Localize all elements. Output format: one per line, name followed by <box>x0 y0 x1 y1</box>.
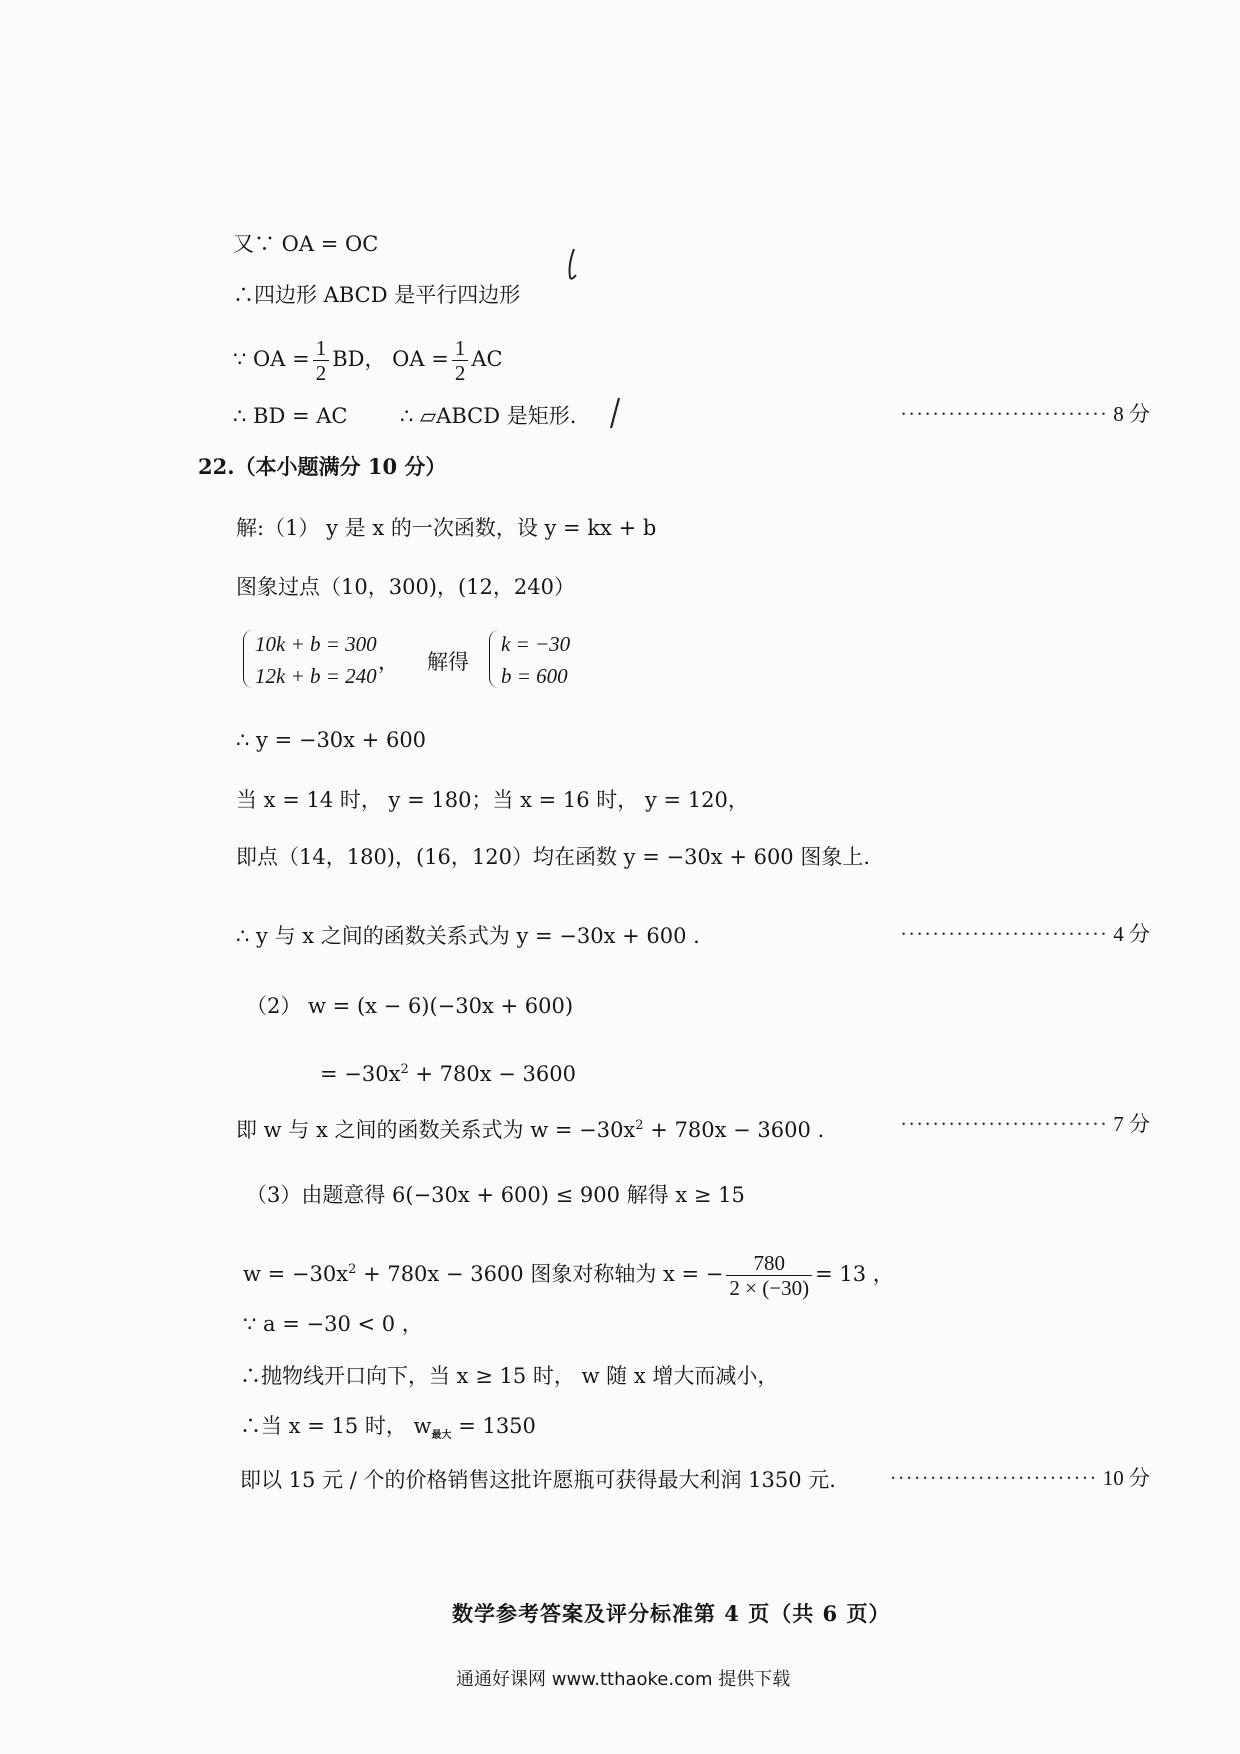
question-22-heading: 22.（本小题满分 10 分） <box>198 454 447 479</box>
part3-inequality: （3）由题意得 6(−30x + 600) ≤ 900 解得 x ≥ 15 <box>246 1183 745 1207</box>
fraction-half-1: $\frac{1}{2}$ <box>313 336 330 385</box>
solve-label: 解得 <box>427 650 469 674</box>
score-10: ·························· 10 分 <box>889 1466 1150 1490</box>
part2-relation-line: 即 w 与 x 之间的函数关系式为 $w = -30x^2 + 780x - 3600$ . <box>236 1118 825 1142</box>
solution-points: 图象过点（10，300)，(12，240） <box>236 575 575 599</box>
proof-line-3-a: ∵ OA = <box>233 347 310 371</box>
check-points-line: 当 x = 14 时， y = 180；当 x = 16 时， y = 120， <box>236 788 749 812</box>
left-brace-1 <box>243 630 254 688</box>
score-8: ·························· 8 分 <box>900 402 1150 426</box>
left-brace-2 <box>489 630 500 688</box>
proof-line-4a: ∴ BD = AC <box>233 404 348 428</box>
system-2-row-1: k = −30 <box>501 632 571 656</box>
final-conclusion-line: 即以 15 元 / 个的价格销售这批许愿瓶可获得最大利润 1350 元. <box>240 1468 836 1492</box>
solution-part1-intro: 解:（1） y 是 x 的一次函数，设 y = kx + b <box>236 516 657 540</box>
fraction-half-2: $\frac{1}{2}$ <box>452 336 469 385</box>
parabola-opens-down-line: ∴抛物线开口向下，当 x ≥ 15 时， w 随 x 增大而减小， <box>240 1364 779 1388</box>
proof-line-1: 又∵ OA = OC <box>233 232 379 256</box>
proof-line-3-b: BD， OA = <box>332 347 449 371</box>
score-7: ·························· 7 分 <box>900 1112 1150 1136</box>
page-footer: 数学参考答案及评分标准第 4 页（共 6 页） <box>452 1601 891 1626</box>
system-1-row-2: 12k + b = 240 <box>255 664 377 688</box>
proof-line-4b: ∴ ▱ABCD 是矩形. <box>400 404 577 428</box>
part2-w-expression: （2） w = (x − 6)(−30x + 600) <box>246 994 574 1018</box>
system-separator: ， <box>378 650 399 674</box>
download-watermark: 通通好课网 www.tthaoke.com 提供下载 <box>456 1669 791 1690</box>
coefficient-negative-line: ∵ a = −30 < 0 ， <box>243 1312 423 1336</box>
part2-expanded: = $-30x^2 + 780x - 3600$ <box>320 1062 576 1086</box>
equation-system-2 <box>489 630 599 690</box>
grader-slash-mark <box>605 396 625 432</box>
system-2-row-2: b = 600 <box>501 664 568 688</box>
equation-system-1 <box>243 630 377 690</box>
fraction-axis: $\frac{780}{2 \times (-30)}$ <box>726 1251 812 1300</box>
points-on-graph-line: 即点（14，180)，(16，120）均在函数 y = −30x + 600 图象上. <box>236 845 871 869</box>
part3-axis-of-symmetry: $w = -30x^2 + 780x - 3600$ 图象对称轴为 x = − $\frac{780}{2 \times (-30)}$ = 13 ， <box>243 1251 894 1300</box>
score-4: ·························· 4 分 <box>900 922 1150 946</box>
proof-line-2: ∴四边形 ABCD 是平行四边形 <box>233 283 521 307</box>
linear-function-result: ∴ y = −30x + 600 <box>236 728 427 752</box>
system-1-row-1: 10k + b = 300 <box>255 632 377 656</box>
proof-line-3-c: AC <box>471 347 503 371</box>
function-relation-line: ∴ y 与 x 之间的函数关系式为 y = −30x + 600 . <box>236 924 700 948</box>
proof-line-3 <box>233 336 503 385</box>
grader-check-mark <box>560 245 590 285</box>
maximum-value-line: ∴当 x = 15 时， $w_{最大} = 1350$ <box>240 1414 536 1442</box>
